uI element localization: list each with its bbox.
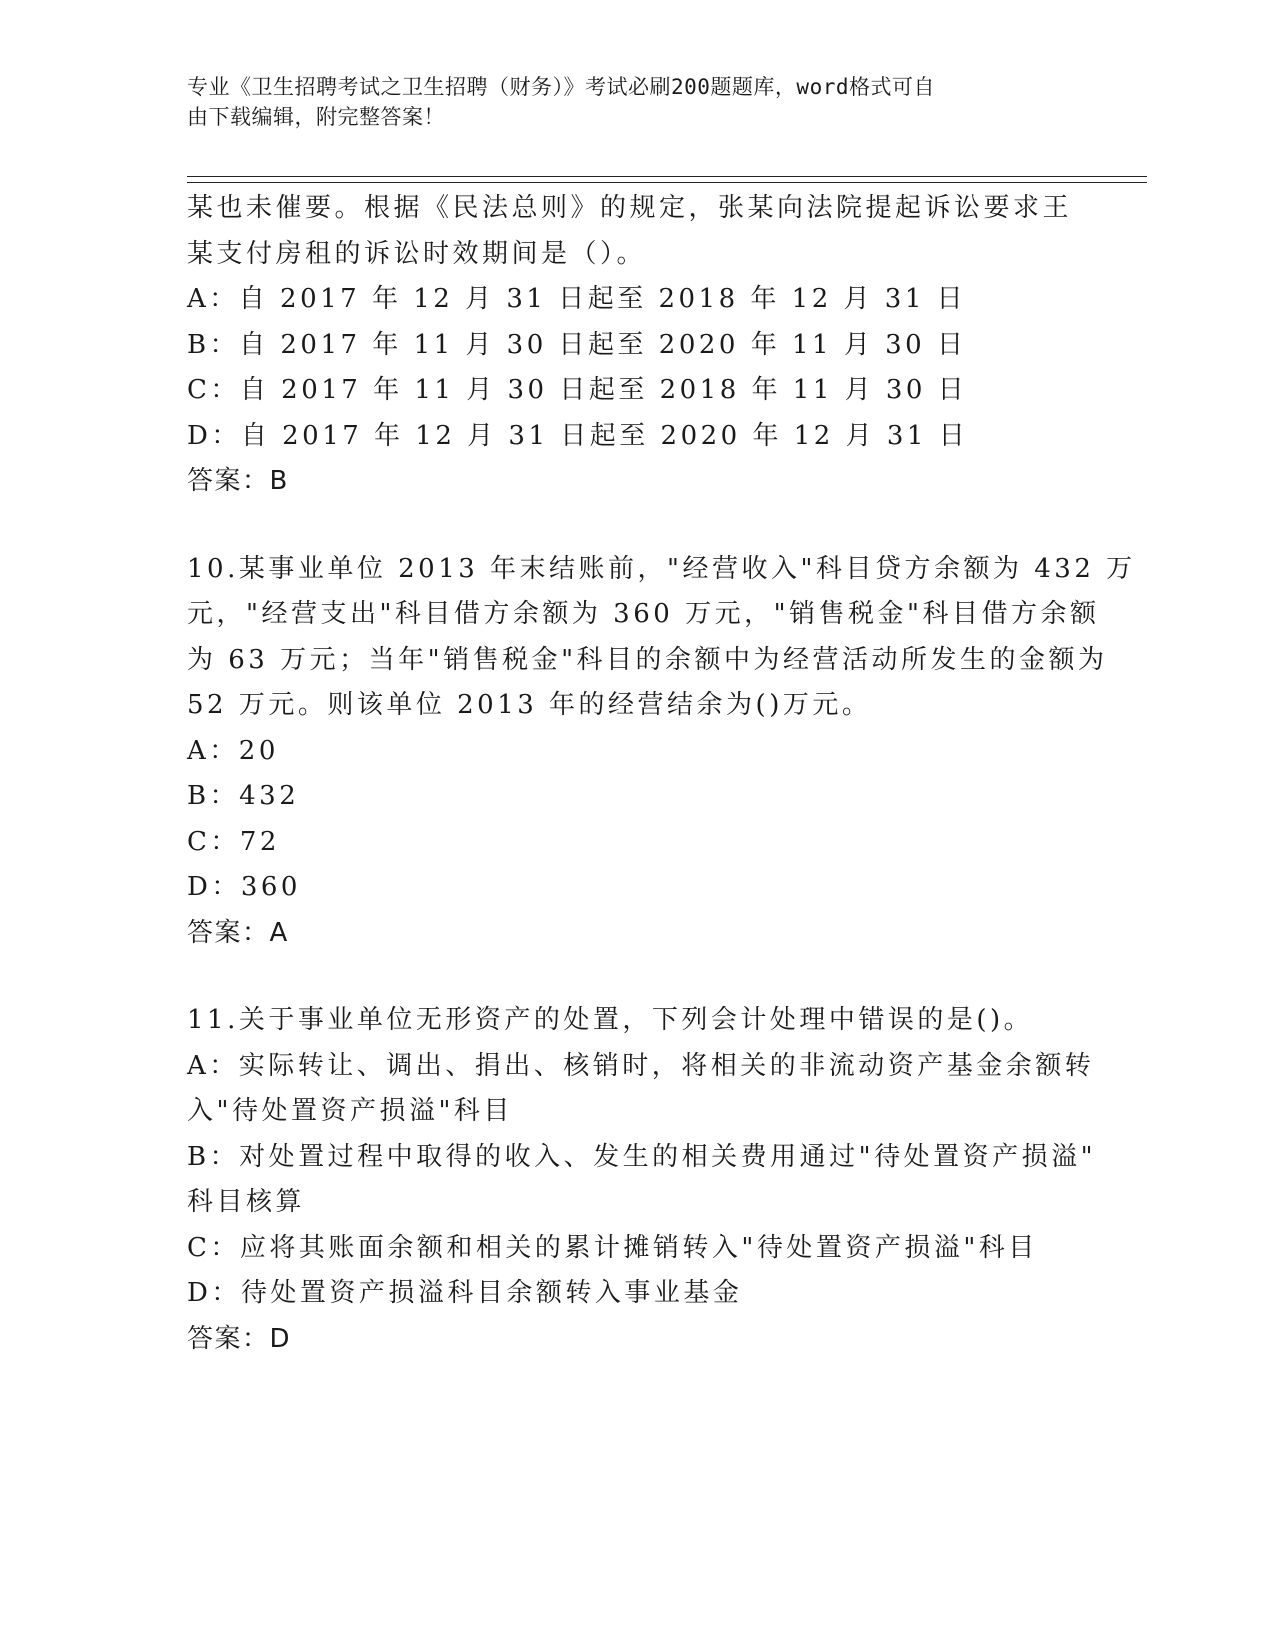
option-a-continued: 入"待处置资产损溢"科目 bbox=[187, 1096, 513, 1126]
answer-label: 答案：A bbox=[187, 917, 289, 948]
document-header bbox=[187, 72, 1067, 132]
option-a: A：20 bbox=[187, 735, 279, 766]
question-stem: 某也未催要。根据《民法总则》的规定，张某向法院提起诉讼要求王 bbox=[187, 193, 1073, 223]
question-stem: 52 万元。则该单位 2013 年的经营结余为()万元。 bbox=[187, 690, 872, 720]
question-stem: 11.关于事业单位无形资产的处置，下列会计处理中错误的是()。 bbox=[187, 1005, 1034, 1035]
question-stem: 10.某事业单位 2013 年末结账前，"经营收入"科目贷方余额为 432 万 bbox=[187, 553, 1136, 584]
question-11 bbox=[187, 998, 1097, 1362]
question-stem: 为 63 万元；当年"销售税金"科目的余额中为经营活动所发生的金额为 bbox=[187, 644, 1108, 675]
header-divider-bottom bbox=[187, 182, 1147, 183]
option-d: D：360 bbox=[187, 872, 301, 902]
option-b: B：432 bbox=[187, 781, 300, 811]
question-9 bbox=[187, 186, 1087, 505]
question-stem: 元，"经营支出"科目借方余额为 360 万元，"销售税金"科目借方余额 bbox=[187, 599, 1100, 629]
header-line-1: 专业《卫生招聘考试之卫生招聘（财务）》考试必刷200题题库，word格式可自 bbox=[187, 75, 935, 99]
option-d: D：待处置资产损溢科目余额转入事业基金 bbox=[187, 1278, 743, 1308]
header-divider-top bbox=[187, 176, 1147, 177]
option-b-continued: 科目核算 bbox=[187, 1187, 306, 1217]
option-a: A：实际转让、调出、捐出、核销时，将相关的非流动资产基金余额转 bbox=[187, 1050, 1095, 1081]
document-body bbox=[187, 186, 1136, 1362]
option-c: C：72 bbox=[187, 826, 280, 857]
question-spacer bbox=[187, 956, 1087, 998]
header-line-2: 由下载编辑，附完整答案！ bbox=[187, 105, 445, 129]
option-a: A：自 2017 年 12 月 31 日起至 2018 年 12 月 31 日 bbox=[187, 284, 967, 314]
answer-label: 答案：B bbox=[187, 466, 289, 496]
option-b: B：对处置过程中取得的收入、发生的相关费用通过"待处置资产损溢" bbox=[187, 1141, 1097, 1172]
question-spacer bbox=[187, 505, 1087, 547]
option-c: C：应将其账面余额和相关的累计摊销转入"待处置资产损溢"科目 bbox=[187, 1232, 1038, 1263]
question-10 bbox=[187, 547, 1136, 957]
option-c: C：自 2017 年 11 月 30 日起至 2018 年 11 月 30 日 bbox=[187, 375, 968, 405]
answer-label: 答案：D bbox=[187, 1323, 292, 1354]
question-stem: 某支付房租的诉讼时效期间是（）。 bbox=[187, 238, 647, 269]
option-b: B：自 2017 年 11 月 30 日起至 2020 年 11 月 30 日 bbox=[187, 329, 967, 360]
option-d: D：自 2017 年 12 月 31 日起至 2020 年 12 月 31 日 bbox=[187, 420, 969, 451]
